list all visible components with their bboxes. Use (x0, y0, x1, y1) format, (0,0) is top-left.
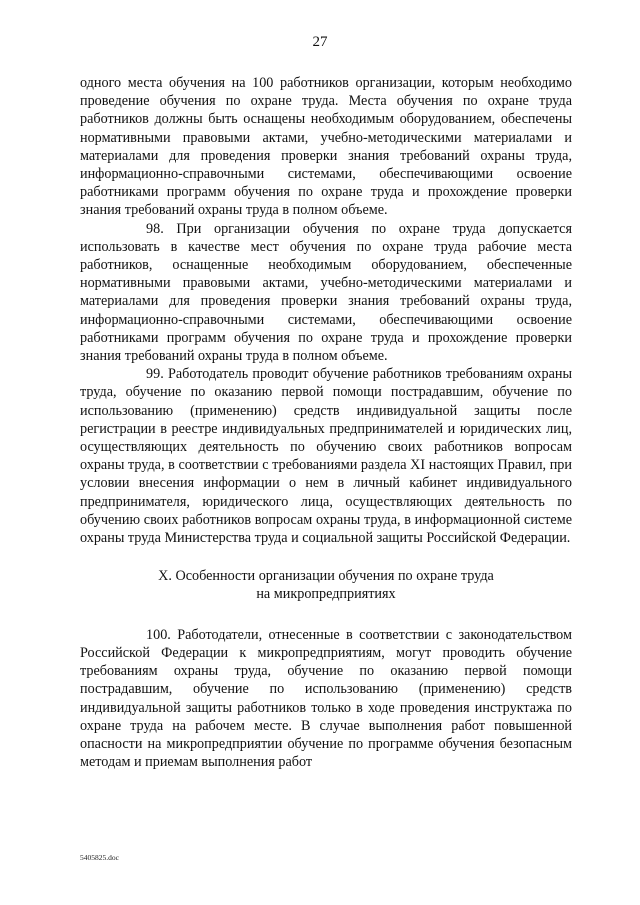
file-name-footer: 5405825.doc (80, 853, 119, 862)
section-heading-line-1: X. Особенности организации обучения по охране труда (158, 568, 494, 585)
page-number: 27 (312, 34, 328, 50)
section-heading (80, 567, 572, 603)
paragraph-continuation: одного места обучения на 100 работников организации, которым необходимо проведение обучения по охране труда. Места обучения по охране труда работников должны быть оснащены необходимым оборудованием, обеспечены нормативными правовыми актами, учебно-методическими материалами и материалами для проведения проверки знания требований охраны труда, информационно-справочными системами, обеспечивающими освоение работниками программ обучения по охране труда и прохождение проверки знания требований охраны труда в полном объеме. (80, 75, 572, 219)
document-body (80, 74, 572, 771)
paragraph-99: 99. Работодатель проводит обучение работников требованиям охраны труда, обучение по оказанию первой помощи пострадавшим, обучение по использованию (применению) средств индивидуальной защиты после регистрации в реестре индивидуальных предпринимателей и юридических лиц, осуществляющих деятельность по обучению своих работников вопросам охраны труда, в соответствии с требованиями раздела XI настоящих Правил, при условии внесения информации о нем в личный кабинет индивидуального предпринимателя, юридического лица, осуществляющих деятельность по обучению своих работников вопросам охраны труда, в информационной системе охраны труда Министерства труда и социальной защиты Российской Федерации. (80, 366, 572, 547)
paragraph-98: 98. При организации обучения по охране труда допускается использовать в качестве мест обучения по охране труда рабочие места работников, оснащенные необходимым оборудованием, обеспеченные нормативными правовыми актами, учебно-методическими материалами и материалами для проведения проверки знания требований охраны труда, информационно-справочными системами, обеспечивающими освоение работниками программ обучения по охране труда и прохождение проверки знания требований охраны труда в полном объеме. (80, 220, 572, 365)
section-heading-line-2: на микропредприятиях (256, 586, 396, 603)
paragraph-100: 100. Работодатели, отнесенные в соответствии с законодательством Российской Федерации к микропредприятиям, могут проводить обучение требованиям охраны труда, обучение по оказанию первой помощи пострадавшим, обучение по использованию (применению) средств индивидуальной защиты работников только в ходе проведения инструктажа по охране труда на рабочем месте. В случае выполнения работ повышенной опасности на микропредприятии обучение по программе обучения безопасным методам и приемам выполнения работ (80, 626, 572, 771)
